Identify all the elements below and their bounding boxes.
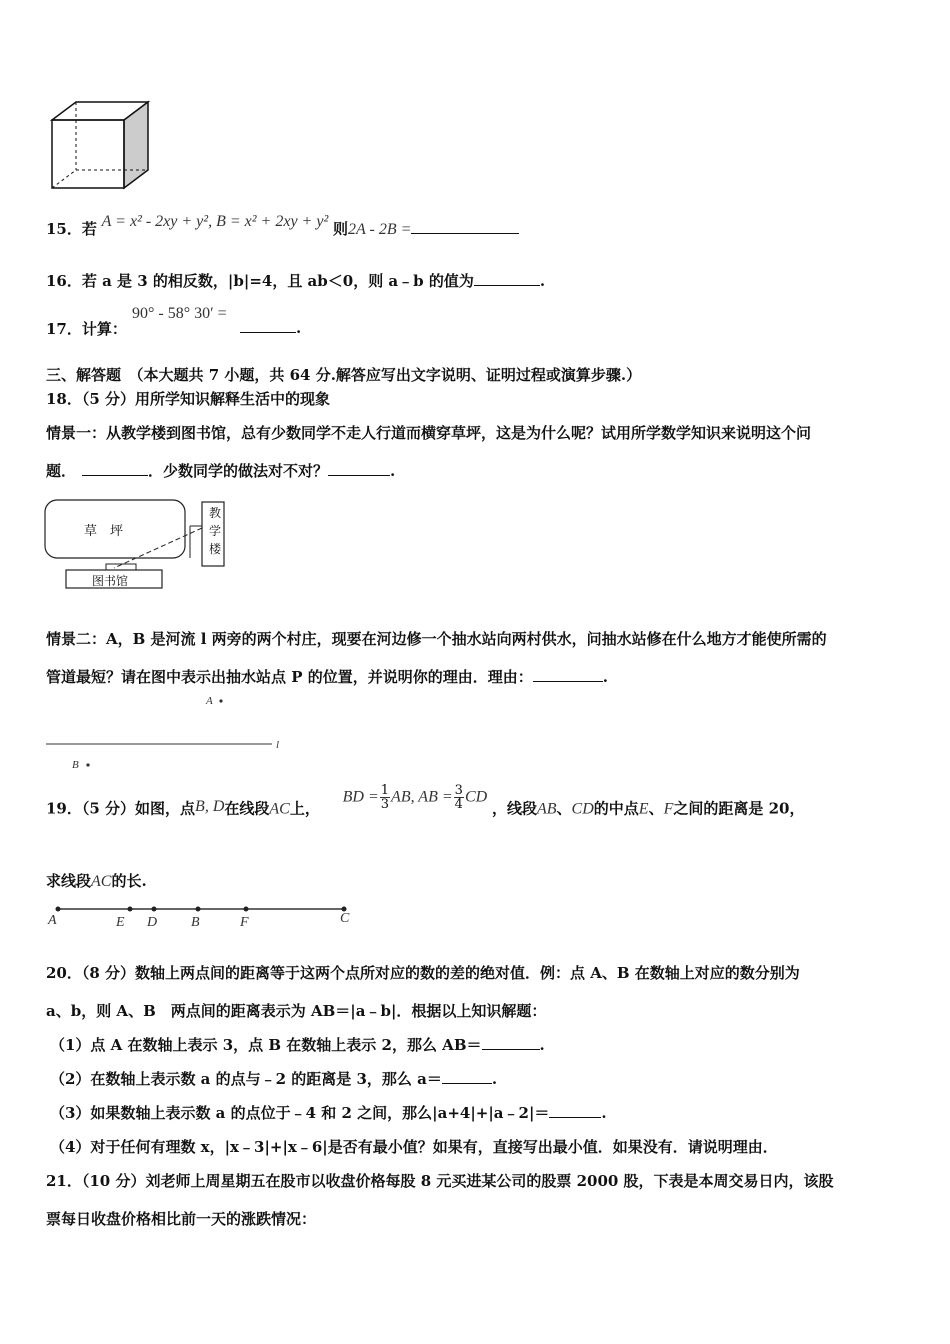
lawn-diagram [44,496,244,596]
q18-scene1-line1: 情景一：从教学楼到图书馆，总有少数同学不走人行道而横穿草坪，这是为什么呢？试用所学数学知识来说明这个问 [46,424,812,442]
q17-expression: 90° - 58° 30′ = [132,305,227,322]
q20-blank-2[interactable] [442,1069,492,1084]
label-e: E [116,915,125,930]
q20-part2: （2）在数轴上表示数 a 的点与﹣2 的距离是 3，那么 a＝ . [50,1070,498,1088]
question-17-answer: . [240,318,301,337]
q20-blank-3[interactable] [549,1103,601,1118]
library-label: 图书馆 [92,574,129,588]
q18-blank-2[interactable] [328,461,390,476]
point-b [86,763,89,766]
question-19: 19．（5 分）如图，点B, D在线段AC上， BD = $\frac{1}{3}$ AB, AB = $\frac{3}{4}$ CD ，线段AB、CD的中点E、F之间的距离是 20， [46,783,805,818]
q15-ask: 2A - 2B = [348,221,412,238]
q15-answer-blank[interactable] [411,219,519,234]
question-16: 16．若 a 是 3 的相反数，|b|=4，且 ab＜0，则 a﹣b 的值为 . [46,272,546,290]
question-17-label: 17．计算： [46,320,127,338]
q15-then: 则 [333,220,349,238]
q20-part3: （3）如果数轴上表示数 a 的点位于﹣4 和 2 之间，那么|a+4|+|a﹣2|＝ . [50,1104,607,1122]
point-b [196,907,201,912]
label-f: F [240,915,249,930]
q18-reason-blank[interactable] [533,667,603,682]
q20-line2: a、b，则 A、B 两点间的距离表示为 AB＝|a﹣b|．根据以上知识解题： [46,1002,547,1020]
segment-diagram [44,898,364,934]
q19-ask: 求线段AC的长. [46,872,147,890]
q15-prefix: 若 [81,220,97,238]
point-b-label: B [72,759,79,771]
q18-scene2-line1: 情景二：A，B 是河流 l 两旁的两个村庄，现要在河边修一个抽水站向两村供水，问抽水站修在什么地方才能使所需的 [46,630,827,648]
q21-line2: 票每日收盘价格相比前一天的涨跌情况： [46,1210,317,1228]
q20-part4: （4）对于任何有理数 x，|x﹣3|+|x﹣6|是否有最小值？如果有，直接写出最小值．如果没有．请说明理由． [50,1138,778,1156]
q16-answer-blank[interactable] [474,271,540,286]
label-a: A [48,913,57,928]
point-a [56,907,61,912]
label-c: C [340,911,350,926]
label-b: B [191,915,200,930]
q16-text: 16．若 a 是 3 的相反数，|b|=4，且 ab＜0，则 a﹣b 的值为 [46,272,474,290]
fraction-1-3: $\frac{1}{3}$ [380,783,390,812]
fraction-3-4: $\frac{3}{4}$ [454,783,463,812]
river-label: l [276,739,280,751]
point-a [219,699,222,702]
q15-number: 15． [46,220,82,238]
building-label: 教 学 楼 [208,506,221,556]
river-diagram [44,690,294,776]
q18-heading: 18．（5 分）用所学知识解释生活中的现象 [46,390,331,408]
point-d [152,907,157,912]
q18-blank-1[interactable] [82,461,148,476]
q18-scene2-line2: 管道最短？请在图中表示出抽水站点 P 的位置，并说明你的理由．理由： . [46,668,608,686]
section-3-title: 三、解答题 （本大题共 7 小题，共 64 分.解答应写出文字说明、证明过程或演算步骤.） [46,366,642,384]
lawn-label: 草 坪 [84,524,124,539]
q20-line1: 20．（8 分）数轴上两点间的距离等于这两个点所对应的数的差的绝对值．例：点 A、B 在数轴上对应的数分别为 [46,964,800,982]
q18-scene1-line2: 题． ．少数同学的做法对不对？ . [46,462,396,480]
q20-blank-1[interactable] [482,1035,540,1050]
label-d: D [147,915,158,930]
question-15 [46,213,519,239]
q17-answer-blank[interactable] [240,318,296,333]
q20-part1: （1）点 A 在数轴上表示 3，点 B 在数轴上表示 2，那么 AB＝ . [50,1036,545,1054]
point-e [128,907,133,912]
q15-expression: A = x² - 2xy + y², B = x² + 2xy + y² [101,213,329,230]
question-17-expression [132,304,227,323]
point-f [244,907,249,912]
point-a-label: A [206,695,213,707]
cube-figure [48,98,152,194]
q21-line1: 21．（10 分）刘老师上周星期五在股市以收盘价格每股 8 元买进某公司的股票 2000 股，下表是本周交易日内，该股 [46,1172,834,1190]
